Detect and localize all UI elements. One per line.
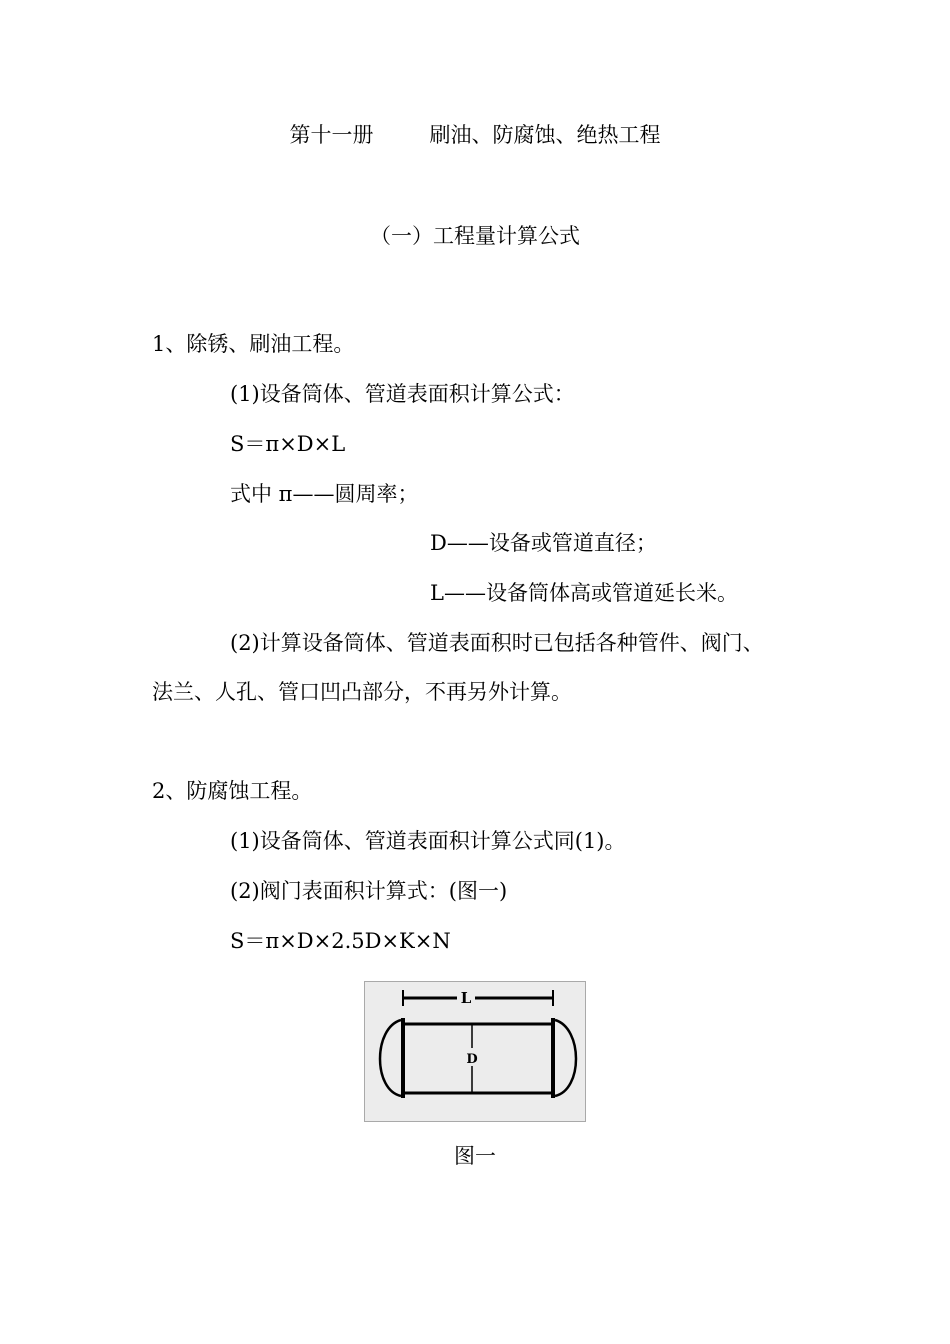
part1-where-d: D——设备或管道直径； bbox=[430, 531, 657, 555]
left-cap bbox=[380, 1020, 401, 1096]
figure-caption: 图一 bbox=[454, 1144, 496, 1168]
title-subject: 刷油、防腐蚀、绝热工程 bbox=[429, 123, 661, 147]
part2-item2: (2)阀门表面积计算式：(图一) bbox=[230, 879, 508, 903]
right-cap bbox=[555, 1020, 576, 1096]
section-heading: （一）工程量计算公式 bbox=[370, 224, 580, 248]
document-title bbox=[0, 121, 950, 149]
title-volume: 第十一册 bbox=[289, 123, 374, 147]
part1-where-pi: 式中 π——圆周率； bbox=[230, 482, 419, 506]
part2-item1: (1)设备筒体、管道表面积计算公式同(1)。 bbox=[230, 829, 626, 853]
dim-d-label: D bbox=[466, 1052, 478, 1067]
part1-item2-line2: 法兰、人孔、管口凹凸部分，不再另外计算。 bbox=[152, 680, 572, 704]
part2-formula: S＝π×D×2.5D×K×N bbox=[230, 929, 451, 953]
part1-item2-line1: (2)计算设备筒体、管道表面积时已包括各种管件、阀门、 bbox=[230, 631, 764, 655]
part1-formula: S＝π×D×L bbox=[230, 432, 346, 456]
valve-cylinder-drawing bbox=[365, 982, 585, 1121]
figure-valve-diagram bbox=[364, 981, 586, 1122]
part1-item1: (1)设备筒体、管道表面积计算公式： bbox=[230, 382, 575, 406]
dim-l-label: L bbox=[460, 989, 472, 1007]
part1-heading: 1、除锈、刷油工程。 bbox=[152, 332, 355, 356]
part2-heading: 2、防腐蚀工程。 bbox=[152, 779, 313, 803]
part1-where-l: L——设备筒体高或管道延长米。 bbox=[430, 581, 738, 605]
